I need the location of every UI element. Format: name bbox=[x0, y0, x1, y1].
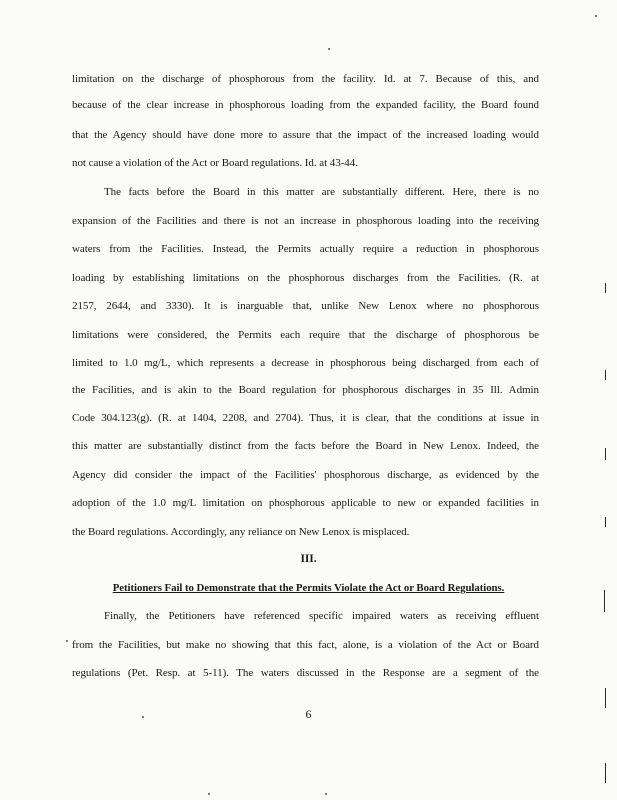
scan-mark bbox=[605, 283, 606, 293]
scan-speck bbox=[66, 640, 68, 642]
paragraph-1-line-3: that the Agency should have done more to assure that the impact of the increased loading would bbox=[72, 129, 539, 141]
scan-speck bbox=[325, 793, 327, 795]
page-number: 6 bbox=[305, 707, 312, 721]
paragraph-2-line-11: Agency did consider the impact of the Facilities' phosphorous discharge, as evidenced by the bbox=[72, 469, 539, 481]
paragraph-1-line-4: not cause a violation of the Act or Board regulations. Id. at 43-44. bbox=[72, 157, 358, 169]
scan-speck bbox=[595, 15, 597, 17]
paragraph-2-line-6: limitations were considered, the Permits each require that the discharge of phosphorous be bbox=[72, 329, 539, 341]
scan-mark bbox=[605, 763, 606, 783]
paragraph-3-line-3: regulations (Pet. Resp. at 5-11). The waters discussed in the Response are a segment of the bbox=[72, 667, 539, 679]
paragraph-2-line-3: waters from the Facilities. Instead, the Permits actually require a reduction in phosphorous bbox=[72, 243, 539, 255]
paragraph-3-line-1: Finally, the Petitioners have referenced specific impaired waters as receiving effluent bbox=[104, 610, 539, 622]
paragraph-2-line-1: The facts before the Board in this matter are substantially different. Here, there is no bbox=[104, 186, 539, 198]
paragraph-2-line-12: adoption of the 1.0 mg/L limitation on phosphorous applicable to new or expanded facilities in bbox=[72, 497, 539, 509]
paragraph-2-line-4: loading by establishing limitations on the phosphorous discharges from the Facilities. (R. at bbox=[72, 272, 539, 284]
paragraph-2-line-5: 2157, 2644, and 3330). It is inarguable that, unlike New Lenox where no phosphorous bbox=[72, 300, 539, 312]
scan-mark bbox=[605, 370, 606, 380]
paragraph-2-line-2: expansion of the Facilities and there is not an increase in phosphorous loading into the receiving bbox=[72, 215, 539, 227]
scan-mark bbox=[605, 517, 606, 527]
scan-speck bbox=[328, 48, 330, 50]
scan-speck bbox=[142, 716, 144, 718]
paragraph-2-line-8: the Facilities, and is akin to the Board regulation for phosphorous discharges in 35 Ill. Admin bbox=[72, 384, 539, 396]
paragraph-1-line-2: because of the clear increase in phosphorous loading from the expanded facility, the Board found bbox=[72, 99, 539, 111]
scan-mark bbox=[605, 448, 606, 460]
scan-speck bbox=[208, 793, 210, 795]
paragraph-2-line-9: Code 304.123(g). (R. at 1404, 2208, and 2704). Thus, it is clear, that the conditions at issue in bbox=[72, 412, 539, 424]
paragraph-1-line-1: limitation on the discharge of phosphorous from the facility. Id. at 7. Because of this, and bbox=[72, 73, 539, 85]
section-title: Petitioners Fail to Demonstrate that the Permits Violate the Act or Board Regulations. bbox=[112, 582, 505, 594]
paragraph-2-line-10: this matter are substantially distinct from the facts before the Board in New Lenox. Indeed, the bbox=[72, 440, 539, 452]
scan-mark bbox=[605, 688, 606, 708]
paragraph-3-line-2: from the Facilities, but make no showing that this fact, alone, is a violation of the Act or Board bbox=[72, 639, 539, 651]
paragraph-2-line-13: the Board regulations. Accordingly, any reliance on New Lenox is misplaced. bbox=[72, 526, 410, 538]
paragraph-2-line-7: limited to 1.0 mg/L, which represents a decrease in phosphorous being discharged from each of bbox=[72, 357, 539, 369]
section-number: III. bbox=[300, 553, 317, 565]
scan-mark bbox=[604, 590, 605, 612]
